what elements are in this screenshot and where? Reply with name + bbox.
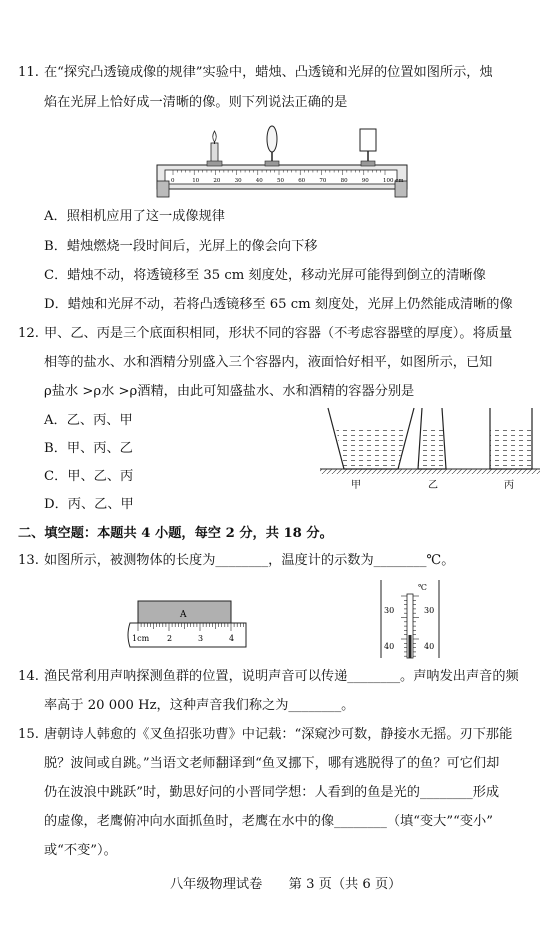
q11-option-a: A．照相机应用了这一成像规律 [44, 209, 225, 224]
container-label-yi: 乙 [428, 480, 438, 491]
ruler-label: 1cm [132, 634, 150, 643]
q11-option-d: D．蜡烛和光屏不动，若将凸透镜移至 65 cm 刻度处，光屏上仍然能成清晰的像 [44, 297, 513, 312]
thermo-label-30-left: 30 [384, 606, 395, 615]
q12-stem-line1: 甲、乙、丙是三个底面积相同，形状不同的容器（不考虑容器壁的厚度）。将质量 [44, 326, 513, 341]
q15-stem-line5: 或“不变”）。 [44, 843, 117, 858]
thermo-label-40-right: 40 [424, 642, 435, 651]
container-label-bing: 丙 [504, 480, 514, 491]
page-footer: 八年级物理试卷 第 3 页（共 6 页） [170, 877, 402, 892]
section-fill-in-title: 二、填空题：本题共 4 小题，每空 2 分，共 18 分。 [18, 526, 333, 541]
q15-stem-line3: 仍在波浪中跳跃”时，勤思好问的小晋同学想：人看到的鱼是光的________形成 [44, 785, 500, 800]
ruler-label: 3 [198, 634, 204, 643]
q15-stem-line1: 唐朝诗人韩愈的《叉鱼招张功曹》中记载：“深窥沙可数，静接水无摇。刃下那能 [44, 727, 513, 742]
bench-label: 40 [255, 178, 263, 184]
bench-label: 20 [213, 178, 221, 184]
bench-label: 60 [298, 178, 306, 184]
q12-option-c: C．甲、乙、丙 [44, 469, 134, 484]
bench-label: 0 [171, 178, 175, 184]
q11-stem-line2: 焰在光屏上恰好成一清晰的像。则下列说法正确的是 [44, 95, 348, 110]
ruler-label: 4 [229, 634, 235, 643]
q12-option-a: A．乙、丙、甲 [44, 413, 133, 428]
q13-number: 13. [18, 553, 39, 568]
bench-label: 70 [319, 178, 327, 184]
ruler-label: 2 [167, 634, 173, 643]
q11-option-b: B．蜡烛燃烧一段时间后，光屏上的像会向下移 [44, 239, 318, 254]
thermometer-unit: ℃ [418, 583, 427, 592]
optical-bench-figure [155, 125, 410, 200]
container-yi [418, 408, 446, 469]
thermo-label-30-right: 30 [424, 606, 435, 615]
q14-stem-line2: 率高于 20 000 Hz，这种声音我们称之为________。 [44, 698, 355, 713]
container-jia [328, 408, 414, 469]
convex-lens-icon [265, 126, 279, 166]
ruler-figure [128, 597, 250, 652]
q11-option-c: C．蜡烛不动，将透镜移至 35 cm 刻度处，移动光屏可能得到倒立的清晰像 [44, 268, 486, 283]
bench-label: 100 cm [383, 178, 404, 184]
q12-stem-line2: 相等的盐水、水和酒精分别盛入三个容器内，液面恰好相平，如图所示，已知 [44, 355, 493, 370]
object-a-label: A [180, 610, 187, 620]
bench-label: 10 [192, 178, 200, 184]
q15-stem-line2: 脱？波间或自跳。”当语文老师翻译到“鱼叉挪下，哪有逃脱得了的鱼？可它们却 [44, 756, 500, 771]
container-bing [490, 408, 532, 469]
containers-figure [318, 408, 543, 493]
q11-number: 11. [18, 65, 39, 80]
q11-stem-line1: 在“探究凸透镜成像的规律”实验中，蜡烛、凸透镜和光屏的位置如图所示，烛 [44, 65, 493, 80]
candle-icon [207, 131, 222, 166]
thermometer-liquid [409, 635, 412, 658]
container-label-jia: 甲 [351, 480, 361, 491]
q12-stem-line3: ρ盐水 >ρ水 >ρ酒精，由此可知盛盐水、水和酒精的容器分别是 [44, 384, 415, 399]
thermo-label-40-left: 40 [384, 642, 395, 651]
q14-number: 14. [18, 669, 39, 684]
bench-label: 90 [361, 178, 369, 184]
q14-stem-line1: 渔民常利用声呐探测鱼群的位置，说明声音可以传递________。声呐发出声音的频 [44, 669, 519, 684]
q15-number: 15. [18, 727, 39, 742]
bench-label: 30 [234, 178, 242, 184]
thermometer-figure [380, 580, 440, 660]
q12-number: 12. [18, 326, 39, 341]
q12-option-d: D．丙、乙、甲 [44, 497, 134, 512]
q15-stem-line4: 的虚像，老鹰俯冲向水面抓鱼时，老鹰在水中的像________（填“变大”“变小” [44, 814, 493, 829]
light-screen-icon [360, 129, 376, 166]
bench-label: 80 [340, 178, 348, 184]
bench-label: 50 [277, 178, 284, 184]
q13-stem: 如图所示，被测物体的长度为________，温度计的示数为________℃。 [44, 553, 455, 568]
q12-option-b: B．甲、丙、乙 [44, 441, 133, 456]
